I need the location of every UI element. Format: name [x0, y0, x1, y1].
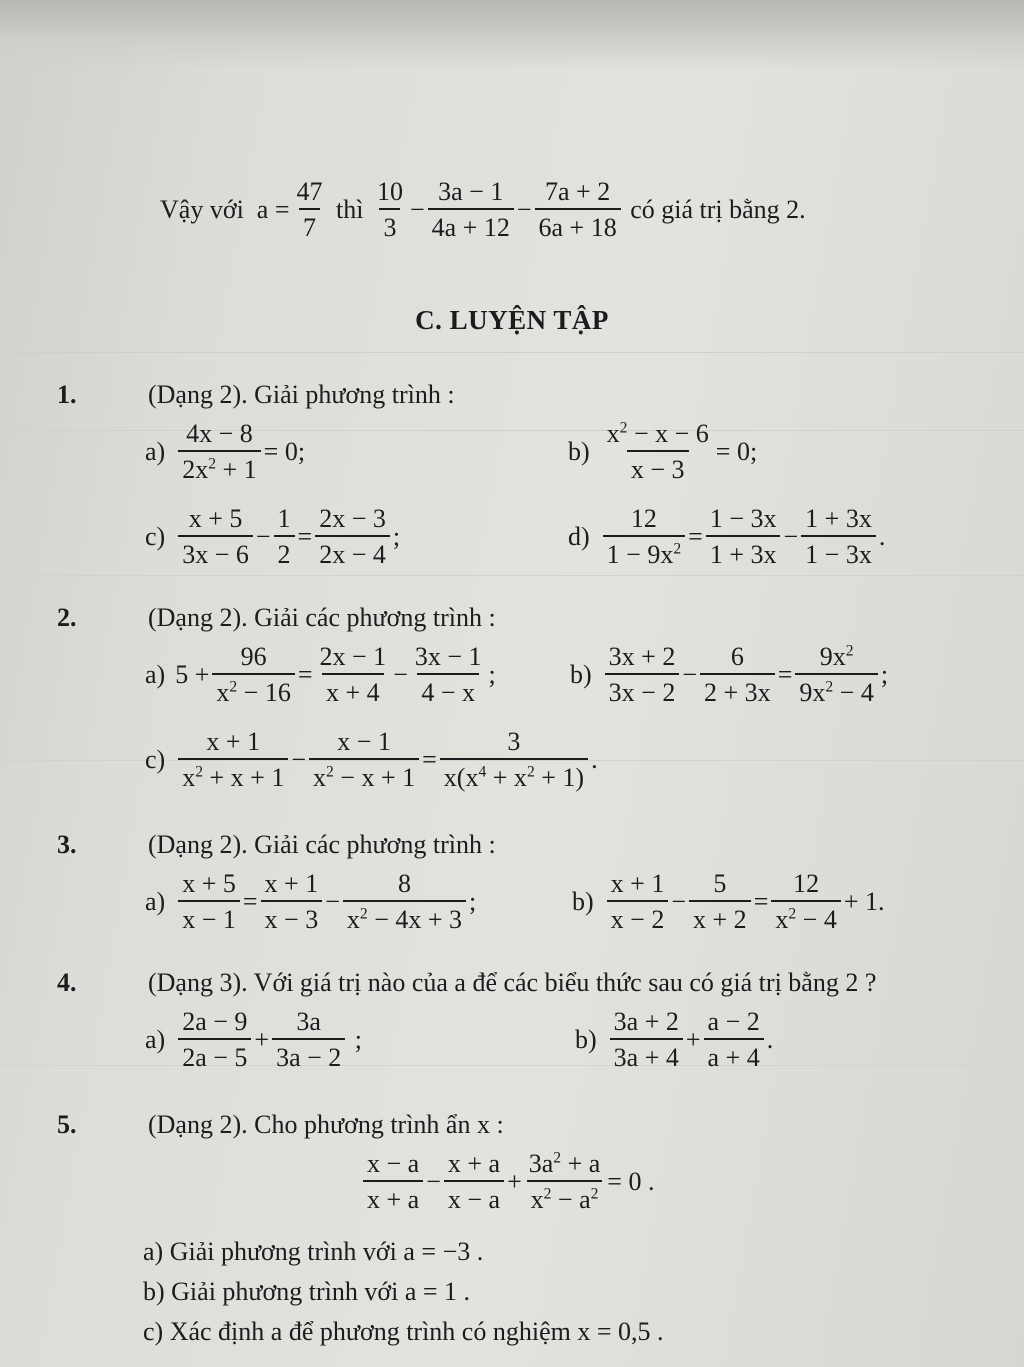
problem-2-heading: (Dạng 2). Giải các phương trình :	[148, 603, 496, 632]
problem-4a: a) $\frac{2a - 9}{2a - 5}$ + $\frac{3a}{3a - 2}$ ;	[145, 1007, 363, 1073]
problem-4-number: 4.	[57, 968, 77, 997]
fraction-7a-2: $\frac{7a + 2}{6a + 18}$	[535, 178, 621, 242]
problem-5-equation: $\frac{x - a}{x + a}$ − $\frac{x + a}{x - a}$ + $\frac{3a^2 + a}{x^2 - a^2}$ = 0 .	[360, 1150, 654, 1214]
problem-1c: c) $\frac{x + 5}{3x - 6}$ − $\frac{1}{2}$ = $\frac{2x - 3}{2x - 4}$ ;	[145, 504, 401, 570]
problem-1b: b) $\frac{x^2 - x - 6}{x - 3}$ = 0;	[568, 419, 758, 485]
problem-3a: a) $\frac{x + 5}{x - 1}$ = $\frac{x + 1}{x - 3}$ − $\frac{8}{x^2 - 4x + 3}$ ;	[145, 869, 477, 935]
problem-3-number: 3.	[57, 830, 77, 859]
section-title: C. LUYỆN TẬP	[415, 305, 609, 335]
problem-5-part-a: a) Giải phương trình với a = −3 .	[143, 1237, 484, 1266]
bleed-line	[0, 352, 1024, 353]
problem-2b: b) $\frac{3x + 2}{3x - 2}$ − $\frac{6}{2 + 3x}$ = $\frac{9x^2}{9x^2 - 4}$ ;	[570, 642, 889, 708]
problem-5-part-b: b) Giải phương trình với a = 1 .	[143, 1277, 471, 1306]
problem-1d: d) $\frac{12}{1 - 9x^2}$ = $\frac{1 - 3x}{1 + 3x}$ − $\frac{1 + 3x}{1 - 3x}$ .	[568, 504, 886, 570]
problem-2-number: 2.	[57, 603, 77, 632]
problem-4b: b) $\frac{3a + 2}{3a + 4}$ + $\frac{a - 2}{a + 4}$ .	[575, 1007, 774, 1073]
fraction-3a-1: $\frac{3a - 1}{4a + 12}$	[428, 178, 514, 242]
problem-5-number: 5.	[57, 1110, 77, 1139]
problem-1a: a) $\frac{4x - 8}{2x^2 + 1}$ = 0;	[145, 419, 306, 485]
intro-tail: có giá trị bằng 2.	[630, 194, 806, 224]
intro-thi: thì	[336, 194, 364, 224]
problem-1-heading: (Dạng 2). Giải phương trình :	[148, 380, 455, 409]
problem-2c: c) $\frac{x + 1}{x^2 + x + 1}$ − $\frac{x - 1}{x^2 - x + 1}$ = $\frac{3}{x(x^4 + x^2 + 1)}$ .	[145, 727, 598, 793]
fraction-10-3: $\frac{10}{3}$	[376, 177, 403, 243]
problem-5-heading: (Dạng 2). Cho phương trình ẩn x :	[148, 1110, 504, 1139]
intro-a-eq: a =	[256, 194, 290, 224]
problem-2a: a) 5 + $\frac{96}{x^2 - 16}$ = $\frac{2x - 1}{x + 4}$ − $\frac{3x - 1}{4 - x}$ ;	[145, 642, 496, 708]
page-top-shadow	[0, 0, 1024, 70]
problem-3b: b) $\frac{x + 1}{x - 2}$ − $\frac{5}{x + 2}$ = $\frac{12}{x^2 - 4}$ + 1.	[572, 869, 885, 935]
problem-4-heading: (Dạng 3). Với giá trị nào của a để các biểu thức sau có giá trị bằng 2 ?	[148, 968, 877, 997]
intro-line: Vậy với a = $\frac{47}{7}$ thì $\frac{10}{3}$ − $\frac{3a - 1}{4a + 12}$ − $\frac{7a + 2}{6a + 18}$ có giá trị bằng 2.	[160, 177, 806, 243]
problem-3-heading: (Dạng 2). Giải các phương trình :	[148, 830, 496, 859]
bleed-line	[0, 575, 1024, 576]
problem-5-part-c: c) Xác định a để phương trình có nghiệm x = 0,5 .	[143, 1317, 664, 1346]
problem-1-number: 1.	[57, 380, 77, 409]
intro-lead: Vậy với	[160, 194, 244, 224]
fraction-47-7: $\frac{47}{7}$	[296, 177, 323, 243]
